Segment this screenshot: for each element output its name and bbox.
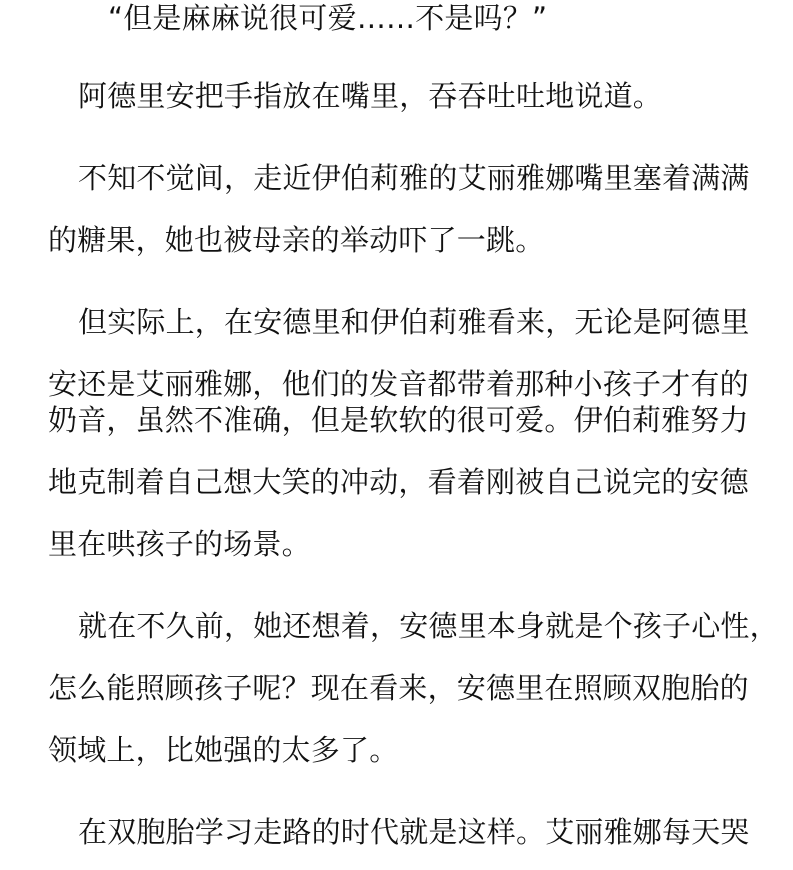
text-line-8: 地克制着自己想大笑的冲动，看着刚被自己说完的安德 [48,465,749,499]
text-line-4: 的糖果，她也被母亲的举动吓了一跳。 [48,223,545,257]
text-line-5: 但实际上，在安德里和伊伯莉雅看来，无论是阿德里 [78,305,750,339]
text-line-13: 在双胞胎学习走路的时代就是这样。艾丽雅娜每天哭 [78,815,750,849]
text-line-10: 就在不久前，她还想着，安德里本身就是个孩子心性， [78,609,779,643]
text-line-9: 里在哄孩子的场景。 [48,527,311,561]
text-line-1: “但是麻麻说很可爱……不是吗？” [108,1,548,35]
text-line-6: 安还是艾丽雅娜，他们的发音都带着那种小孩子才有的 [48,367,749,401]
text-line-11: 怎么能照顾孩子呢？现在看来，安德里在照顾双胞胎的 [48,671,749,705]
text-line-3: 不知不觉间，走近伊伯莉雅的艾丽雅娜嘴里塞着满满 [78,161,750,195]
text-line-7: 奶音，虽然不准确，但是软软的很可爱。伊伯莉雅努力 [48,403,749,437]
text-line-12: 领域上，比她强的太多了。 [48,733,399,767]
text-line-2: 阿德里安把手指放在嘴里，吞吞吐吐地说道。 [78,79,663,113]
